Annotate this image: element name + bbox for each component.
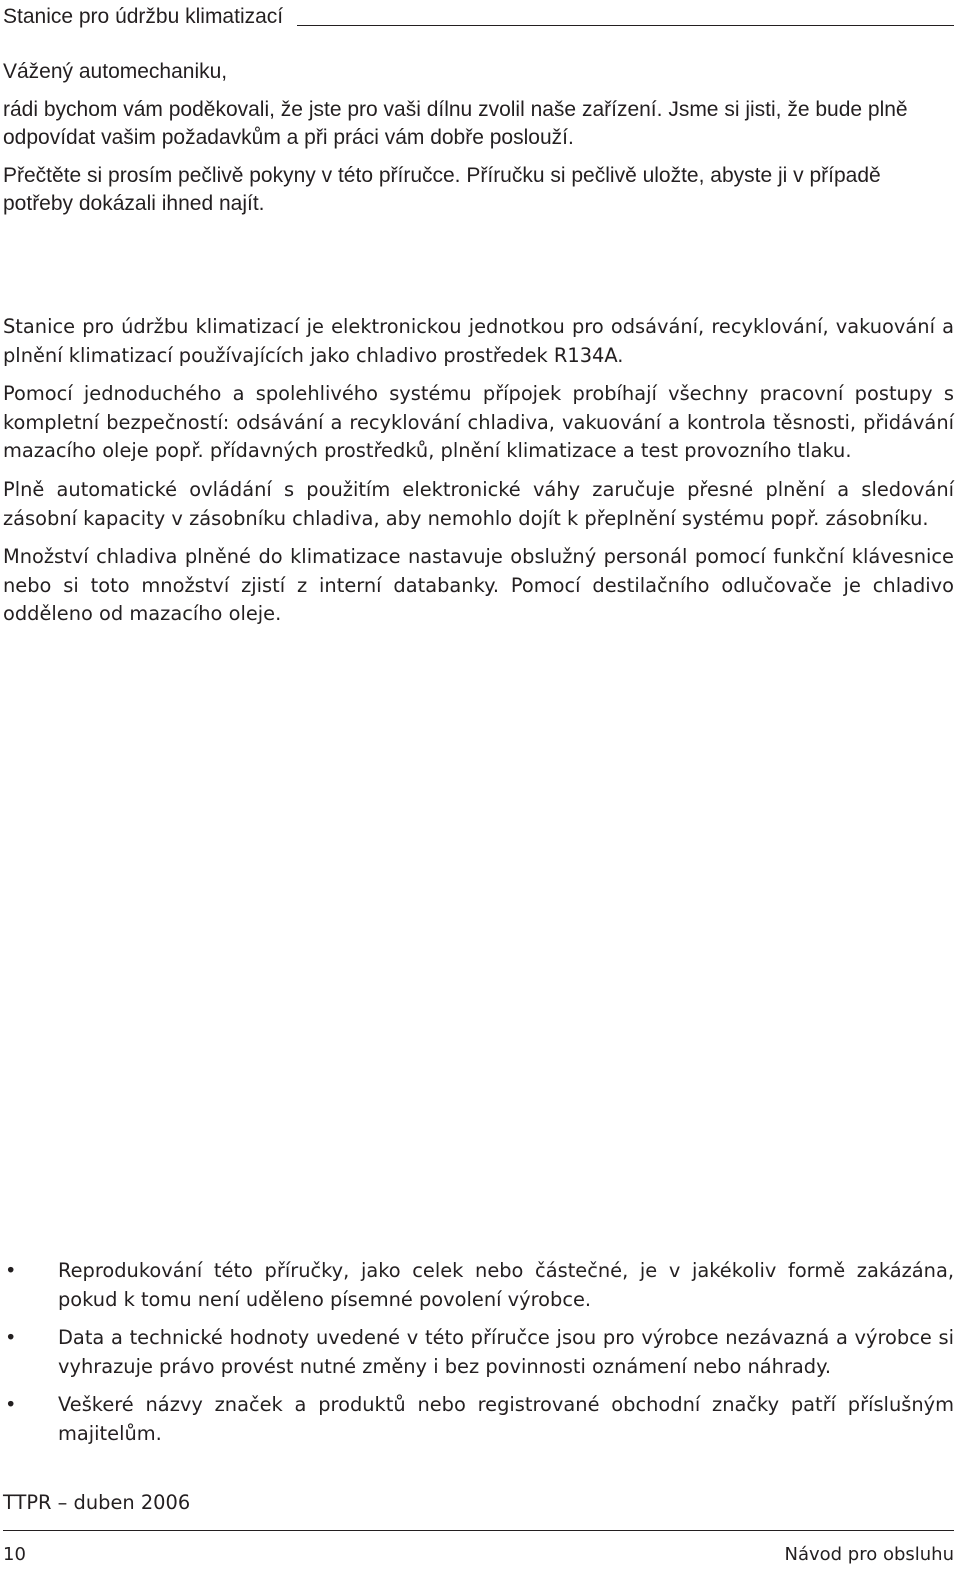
- greeting: Vážený automechaniku,: [3, 60, 228, 83]
- header-title: Stanice pro údržbu klimatizací: [3, 5, 284, 28]
- bullet-icon: •: [5, 1393, 17, 1417]
- page-header: [3, 0, 954, 30]
- header-rule: [297, 25, 954, 26]
- intro-paragraph: Přečtěte si prosím pečlivě pokyny v této příručce. Příručku si pečlivě uložte, abyste ji v případě potřeby dokázali ihned najít.: [3, 164, 881, 215]
- list-item: [3, 1324, 954, 1381]
- list-item-text: Data a technické hodnoty uvedené v této příručce jsou pro výrobce nezávazná a výrobce si vyhrazuje právo provést nutné změny i bez povinnosti oznámení nebo náhrady.: [58, 1326, 954, 1378]
- intro-section: [3, 58, 954, 218]
- footer-rule: [3, 1530, 954, 1531]
- description-section: [3, 313, 954, 639]
- list-item-text: Reprodukování této příručky, jako celek nebo částečné, je v jakékoliv formě zakázána, pokud k tomu není uděleno písemné povolení výrobce.: [58, 1259, 954, 1311]
- list-item-text: Veškeré názvy značek a produktů nebo registrované obchodní značky patří příslušným majitelům.: [58, 1393, 954, 1445]
- body-paragraph: Stanice pro údržbu klimatizací je elektronickou jednotkou pro odsávání, recyklování, vakuování a plnění klimatizací používajících jako chladivo prostředek R134A.: [3, 315, 954, 367]
- list-item: [3, 1257, 954, 1314]
- body-paragraph: Množství chladiva plněné do klimatizace nastavuje obslužný personál pomocí funkční klávesnice nebo si toto množství zjistí z interní databanky. Pomocí destilačního odlučovače je chladivo odděleno od mazacího oleje.: [3, 545, 954, 626]
- bullet-icon: •: [5, 1259, 17, 1282]
- legal-notes-list: [3, 1257, 954, 1459]
- list-item: [3, 1391, 954, 1448]
- page-number: 10: [3, 1544, 26, 1565]
- intro-paragraph: rádi bychom vám poděkovali, že jste pro vaši dílnu zvolil naše zařízení. Jsme si jisti, že bude plně odpovídat vašim požadavkům a při práci vám dobře poslouží.: [3, 98, 908, 149]
- footer-doc-title: Návod pro obsluhu: [784, 1544, 954, 1565]
- revision-date: TTPR – duben 2006: [3, 1491, 191, 1514]
- page-footer: [3, 1541, 954, 1569]
- body-paragraph: Plně automatické ovládání s použitím elektronické váhy zaručuje přesné plnění a sledování zásobní kapacity v zásobníku chladiva, aby nemohlo dojít k přeplnění systému popř. zásobníku.: [3, 477, 954, 530]
- body-paragraph: Pomocí jednoduchého a spolehlivého systému přípojek probíhají všechny pracovní postupy s kompletní bezpečností: odsávání a recyklování chladiva, vakuování a kontrola těsnosti, přidávání mazacího oleje popř. přídavných prostředků, plnění klimatizace a test provozního tlaku.: [3, 382, 954, 463]
- bullet-icon: •: [5, 1326, 17, 1350]
